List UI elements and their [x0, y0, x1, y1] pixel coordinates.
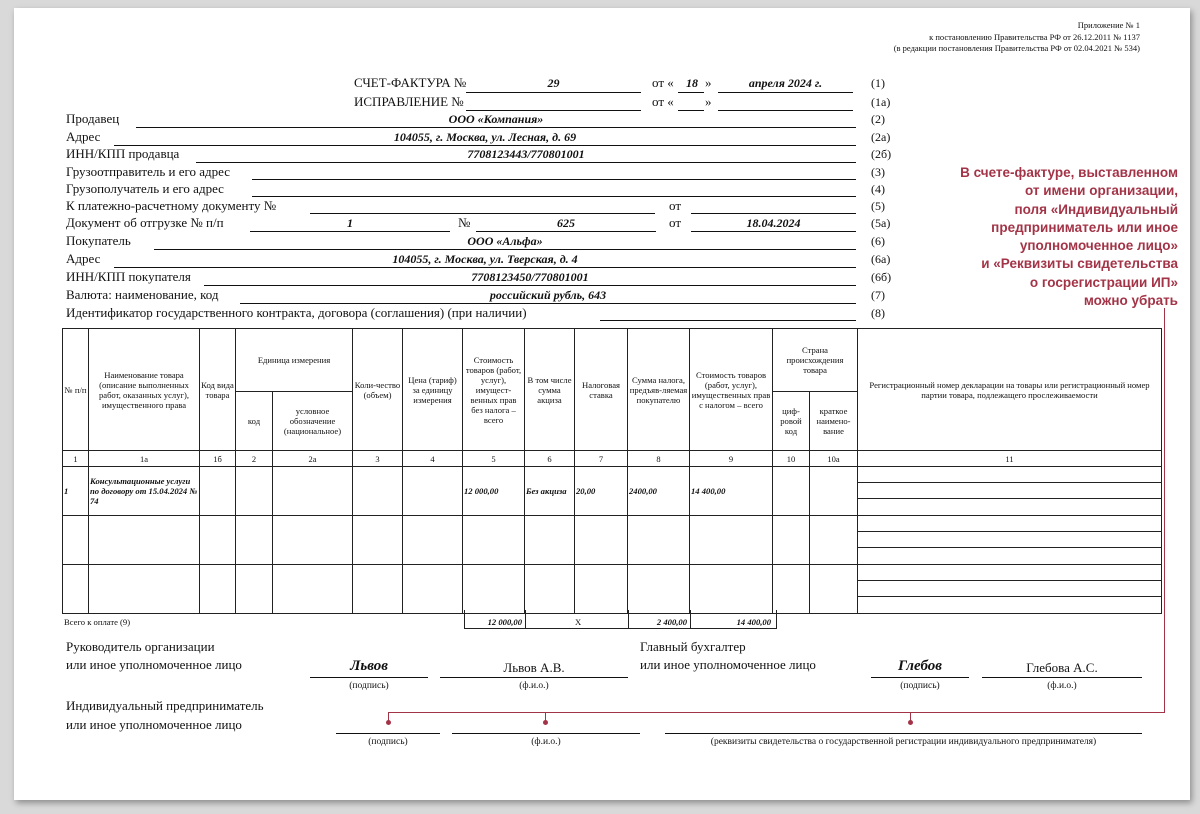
- payment-from-label: от: [669, 198, 682, 213]
- buyer-value: ООО «Альфа»: [467, 234, 543, 248]
- seller-label: Продавец: [66, 111, 120, 126]
- head-name: Львов А.В.: [503, 660, 565, 675]
- col-number: 1: [63, 451, 89, 467]
- note-line: В счете-фактуре, выставленном: [960, 165, 1178, 180]
- ip-title-line-2: или иное уполномоченное лицо: [66, 717, 242, 732]
- header-type-code: Код вида товара: [200, 329, 236, 451]
- col-number: 2а: [273, 451, 353, 467]
- table-row: [63, 516, 1162, 565]
- note-line: и «Реквизиты свидетельства: [981, 256, 1178, 272]
- col-number: 10: [773, 451, 810, 467]
- head-title-line-2: или иное уполномоченное лицо: [66, 657, 242, 672]
- header-no: № п/п: [63, 329, 89, 451]
- invoice-number: 29: [547, 76, 560, 90]
- header-price: Цена (тариф) за единицу измерения: [403, 329, 463, 451]
- head-signature: Львов: [350, 658, 388, 674]
- row-name: Консультационные услуги по договору от 15.04.2024 № 74: [89, 467, 200, 516]
- header-name: Наименование товара (описание выполненных работ, оказанных услуг), имущественного права: [89, 329, 200, 451]
- accountant-name: Глебова А.С.: [1026, 660, 1098, 675]
- currency-value: российский рубль, 643: [489, 288, 607, 302]
- table-row: [63, 565, 1162, 614]
- col-number: 11: [858, 451, 1162, 467]
- code-2a: (2а): [871, 130, 891, 144]
- col-number: 3: [353, 451, 403, 467]
- col-number: 10а: [810, 451, 858, 467]
- row-cost: 12 000,00: [463, 467, 525, 516]
- total-sum: 14 400,00: [736, 617, 771, 627]
- note-line: уполномоченное лицо»: [1019, 238, 1178, 254]
- row-tax: 2400,00: [628, 467, 690, 516]
- invoice-month-year: апреля 2024 г.: [748, 76, 823, 90]
- header-unit-code: код: [236, 392, 273, 451]
- header-unit-name: условное обозначение (национальное): [273, 392, 353, 451]
- shipment-number: 625: [557, 216, 575, 230]
- appendix-note: [894, 20, 1140, 55]
- code-7: (7): [871, 288, 885, 302]
- appendix-line-2: к постановлению Правительства РФ от 26.12.2011 № 1137: [929, 31, 1140, 42]
- buyer-inn-label: ИНН/КПП покупателя: [66, 269, 191, 284]
- shipment-from-label: от: [669, 215, 682, 230]
- header-unit: Единица измерения: [236, 329, 353, 392]
- note-line: можно убрать: [1083, 293, 1178, 309]
- buyer-label: Покупатель: [66, 233, 131, 248]
- seller-address-label: Адрес: [66, 129, 101, 144]
- header-country-code: циф-ровой код: [773, 392, 810, 451]
- invoice-sheet: [14, 8, 1190, 800]
- seller-address-value: 104055, г. Москва, ул. Лесная, д. 69: [393, 130, 577, 144]
- ip-fio-caption: (ф.и.о.): [531, 737, 561, 747]
- header-country-name: краткое наимено-вание: [810, 392, 858, 451]
- invoice-quote-close: »: [705, 75, 712, 90]
- appendix-line-3: (в редакции постановления Правительства РФ от 02.04.2021 № 534): [893, 43, 1140, 53]
- ip-requisites-caption: (реквизиты свидетельства о государственной регистрации индивидуального предпринимателя): [710, 737, 1097, 747]
- buyer-address-label: Адрес: [66, 251, 101, 266]
- row-rate: 20,00: [575, 467, 628, 516]
- col-number: 1а: [89, 451, 200, 467]
- ip-title-line-1: Индивидуальный предприниматель: [66, 698, 264, 713]
- invoice-from-label: от «: [652, 75, 674, 90]
- correction-from-label: от «: [652, 94, 674, 109]
- note-line: предприниматель или иное: [991, 219, 1178, 235]
- code-8: (8): [871, 306, 885, 320]
- buyer-inn-value: 7708123450/770801001: [471, 270, 589, 284]
- ip-sign-caption: (подпись): [368, 737, 408, 747]
- callout-note: [918, 164, 1178, 310]
- col-number: 7: [575, 451, 628, 467]
- code-1: (1): [871, 76, 885, 90]
- header-reg-number: Регистрационный номер декларации на товары или регистрационный номер партии товара, подлежащего прослеживаемости: [858, 329, 1162, 451]
- code-4: (4): [871, 182, 885, 196]
- row-total: 14 400,00: [690, 467, 773, 516]
- header-total: Стоимость товаров (работ, услуг), имущественных прав с налогом – всего: [690, 329, 773, 451]
- accountant-signature: Глебов: [898, 658, 942, 674]
- note-line: поля «Индивидуальный: [1014, 201, 1178, 217]
- col-number: 5: [463, 451, 525, 467]
- note-line: о госрегистрации ИП»: [1029, 274, 1178, 290]
- row-no: 1: [63, 467, 89, 516]
- header-country: Страна происхождения товара: [773, 329, 858, 392]
- payment-doc-label: К платежно-расчетному документу №: [66, 198, 277, 213]
- col-number: 4: [403, 451, 463, 467]
- header-excise: В том числе сумма акциза: [525, 329, 575, 451]
- invoice-table: [62, 328, 1162, 614]
- row-excise: Без акциза: [525, 467, 575, 516]
- correction-label: ИСПРАВЛЕНИЕ №: [354, 94, 464, 109]
- header-cost: Стоимость товаров (работ, услуг), имущест-венных прав без налога – всего: [463, 329, 525, 451]
- shipment-doc-label: Документ об отгрузке № п/п: [66, 215, 224, 230]
- total-cost: 12 000,00: [487, 617, 522, 627]
- col-number: 9: [690, 451, 773, 467]
- accountant-fio-caption: (ф.и.о.): [1047, 681, 1077, 691]
- buyer-address-value: 104055, г. Москва, ул. Тверская, д. 4: [392, 252, 578, 266]
- invoice-label: СЧЕТ-ФАКТУРА №: [354, 75, 467, 90]
- callout-dot: [543, 720, 548, 725]
- col-number: 6: [525, 451, 575, 467]
- head-title-line-1: Руководитель организации: [66, 639, 215, 654]
- shipment-date: 18.04.2024: [746, 216, 801, 230]
- accountant-sign-caption: (подпись): [900, 681, 940, 691]
- note-line: от имени организации,: [1024, 183, 1178, 199]
- code-5a: (5а): [871, 216, 891, 230]
- correction-quote-close: »: [705, 94, 712, 109]
- code-3: (3): [871, 165, 885, 179]
- code-5: (5): [871, 199, 885, 213]
- code-2: (2): [871, 112, 885, 126]
- head-sign-caption: (подпись): [349, 681, 389, 691]
- seller-inn-value: 7708123443/770801001: [467, 147, 585, 161]
- callout-connector: [388, 712, 1165, 713]
- appendix-line-1: Приложение № 1: [1077, 20, 1140, 30]
- total-excise: X: [575, 617, 582, 627]
- callout-dot: [908, 720, 913, 725]
- callout-dot: [386, 720, 391, 725]
- consignee-label: Грузополучатель и его адрес: [66, 181, 224, 196]
- accountant-title-line-2: или иное уполномоченное лицо: [640, 657, 816, 672]
- accountant-title-line-1: Главный бухгалтер: [640, 639, 746, 654]
- col-number: 1б: [200, 451, 236, 467]
- consignor-label: Грузоотправитель и его адрес: [66, 164, 231, 179]
- col-number: 2: [236, 451, 273, 467]
- currency-label: Валюта: наименование, код: [66, 287, 219, 302]
- code-6: (6): [871, 234, 885, 248]
- header-qty: Коли-чество (объем): [353, 329, 403, 451]
- code-6b: (6б): [871, 270, 892, 284]
- contract-id-label: Идентификатор государственного контракта, договора (соглашения) (при наличии): [66, 305, 527, 320]
- seller-inn-label: ИНН/КПП продавца: [66, 146, 180, 161]
- head-fio-caption: (ф.и.о.): [519, 681, 549, 691]
- callout-connector: [1164, 308, 1165, 713]
- code-1a: (1а): [871, 95, 891, 109]
- seller-value: ООО «Компания»: [448, 112, 544, 126]
- header-tax: Сумма налога, предъяв-ляемая покупателю: [628, 329, 690, 451]
- total-tax: 2 400,00: [656, 617, 687, 627]
- header-rate: Налоговая ставка: [575, 329, 628, 451]
- invoice-day: 18: [686, 76, 698, 90]
- col-number: 8: [628, 451, 690, 467]
- code-6a: (6а): [871, 252, 891, 266]
- total-label: Всего к оплате (9): [64, 617, 131, 627]
- shipment-line-value: 1: [347, 216, 353, 230]
- shipment-number-label: №: [458, 215, 471, 230]
- table-row: [63, 467, 1162, 516]
- code-2b: (2б): [871, 147, 892, 161]
